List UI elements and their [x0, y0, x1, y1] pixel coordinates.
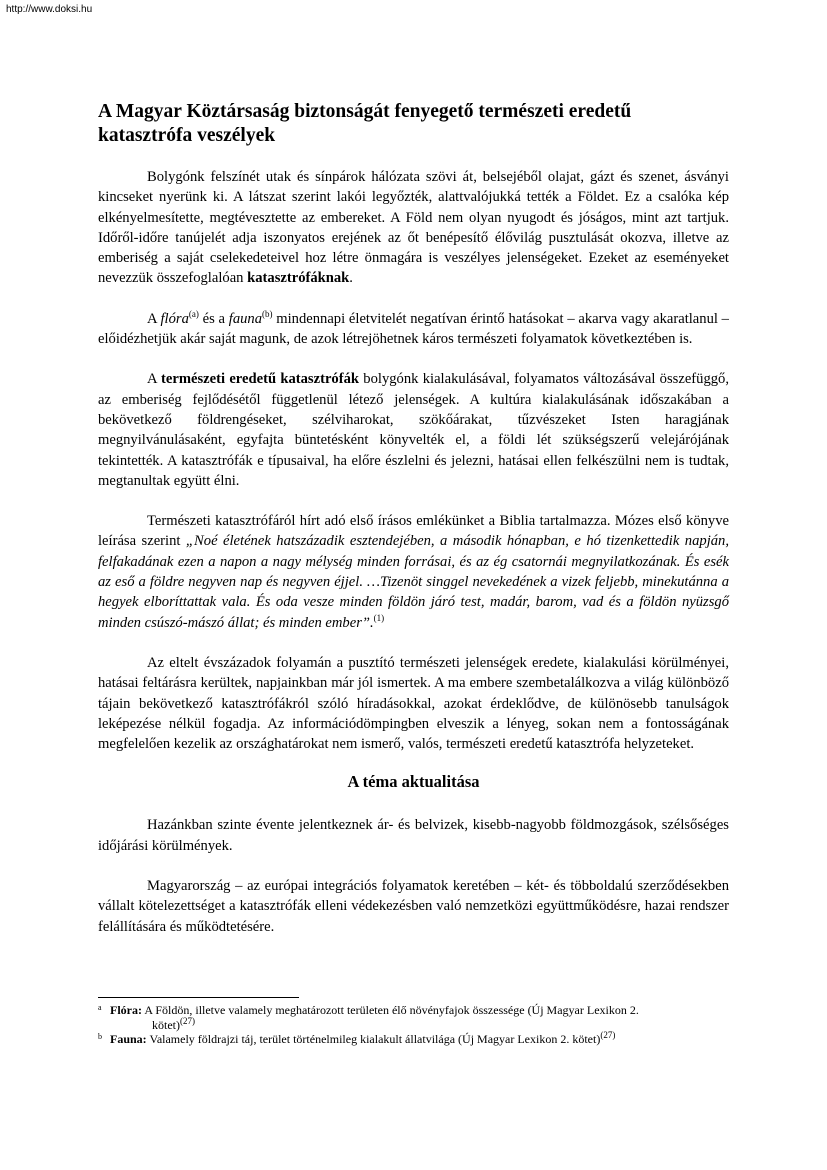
- section-heading: A téma aktualitása: [347, 772, 480, 792]
- bible-quote: „Noé életének hatszázadik esztendejében, a második hónapban, e hó tizenkettedik napján, felfakadának ezen a napon a nagy mélység minden forrásai, és az ég csatornái megnyilatkozának. És esék az eső a földre negyven nap és negyven éjjel. …Tizenöt singgel nevekedének a vizek feljebb, minekutánna a hegyek elboríttattak vala. És oda vesze minden földön járó test, madár, barom, vad és a földön nyüzsgő minden csúszó-mászó állat; és minden ember”.: [98, 533, 729, 631]
- paragraph-integration: Magyarország – az európai integrációs folyamatok keretében – két- és többoldalú szerződésekben vállalt kötelezettséget a katasztrófák elleni védekezésben való nemzetközi együttműködésre, hazai rendszer felállítására és működtetésére.: [98, 878, 729, 935]
- fauna-term: fauna: [228, 310, 263, 327]
- paragraph-natural-disasters: A természeti eredetű katasztrófák bolygónk kialakulásával, folyamatos változásával összefüggő, az emberiség fejlődésétől függetlenül létező jelenségek. A kultúra kialakulásának időszakában a bekövetkező földrengéseket, szélviharokat, szökőárakat, tűzvészeket Isten haragjának megnyilvánulásaként, egyfajta büntetésként könyvelték el, a földi lét szükségszerű velejárójának tekintették. A katasztrófák e típusaival, ha előre észlelni és jelezni, hatásai ellen felkészülni nem is tudtak, megtanultak együtt élni.: [98, 371, 729, 489]
- paragraph-flora-fauna: A flóra$^{(a)}$ és a fauna$^{(b)}$ mindennapi életvitelét negatívan érintő hatásokat – akarva vagy akaratlanul – előidézhetjük akár saját magunk, de azok létrejöhetnek káros természeti folyamatok következtében is.: [98, 308, 729, 348]
- page-title: A Magyar Köztársaság biztonságát fenyegető természeti eredetű katasztrófa veszélyek: [98, 101, 632, 146]
- footnote-a: a Flóra: A Földön, illetve valamely meghatározott területen élő növényfajok összessége (Új Magyar Lexikon 2. kötet)$^{(27)}$: [98, 1003, 639, 1032]
- flora-term: flóra: [160, 310, 189, 327]
- paragraph-intro: Bolygónk felszínét utak és sínpárok hálózata szövi át, belsejéből olajat, gázt és szenet, ásványi kincseket nyerünk ki. A látszat szerint lakói legyőzték, alattvalójukká tették a Földet. Ez a csalóka kép elkényelmesítette, megtévesztette az embereket. A Föld nem olyan nyugodt és jóságos, mint azt tartjuk. Időről-időre tanújelét adja iszonyatos erejének az őt benépesítő élővilág pusztulását okozva, illetve az emberiség a saját cselekedeteivel hoz létre önmagára is veszélyes jelenségeket. Ezeket az eseményeket nevezzük összefoglalóan katasztrófáknak.: [98, 169, 729, 287]
- footnote-ref-a: (a): [188, 308, 199, 319]
- reference-1: (1): [373, 612, 385, 623]
- document-page: [98, 98, 729, 937]
- footnote-ref-b: (b): [262, 308, 273, 319]
- footnote-divider: [98, 997, 299, 998]
- source-url[interactable]: http://www.doksi.hu: [6, 4, 93, 15]
- footnotes: [98, 1003, 729, 1047]
- paragraph-bible: Természeti katasztrófáról hírt adó első írásos emlékünket a Biblia tartalmazza. Mózes első könyve leírása szerint „Noé életének hatszázadik esztendejében, a második hónapban, e hó tizenkettedik napján, felfakadának ezen a napon a nagy mélység minden forrásai, és az ég csatornái megnyilatkozának. És esék az eső a földre negyven nap és negyven éjjel. …Tizenöt singgel nevekedének a vizek feljebb, minekutánna a hegyek elboríttattak vala. És oda vesze minden földön járó test, madár, barom, vad és a földön nyüzsgő minden csúszó-mászó állat; és minden ember”.$^{(1)}$: [98, 513, 729, 631]
- paragraph-hungary-events: Hazánkban szinte évente jelentkeznek ár- és belvizek, kisebb-nagyobb földmozgások, szélsőséges időjárási körülmények.: [98, 817, 729, 854]
- footnote-b: b Fauna: Valamely földrajzi táj, terület történelmileg kialakult állatvilága (Új Magyar Lexikon 2. kötet)$^{(27)}$: [98, 1030, 616, 1046]
- paragraph-centuries: Az eltelt évszázadok folyamán a pusztító természeti jelenségek eredete, kialakulási körülményei, hatásai feltárásra kerültek, napjainkban már jól ismertek. A ma embere szembetalálkozva a világ különböző tájain bekövetkező katasztrófákról szóló híradásokkal, azokat érdeklődve, de különösebb tanulságok leképezése nélkül fogadja. Az információdömpingben elveszik a lényeg, sokan nem a fontosságának megfelelően kezelik az országhatárokat nem ismerő, valós, természeti eredetű katasztrófa helyzeteket.: [98, 654, 729, 753]
